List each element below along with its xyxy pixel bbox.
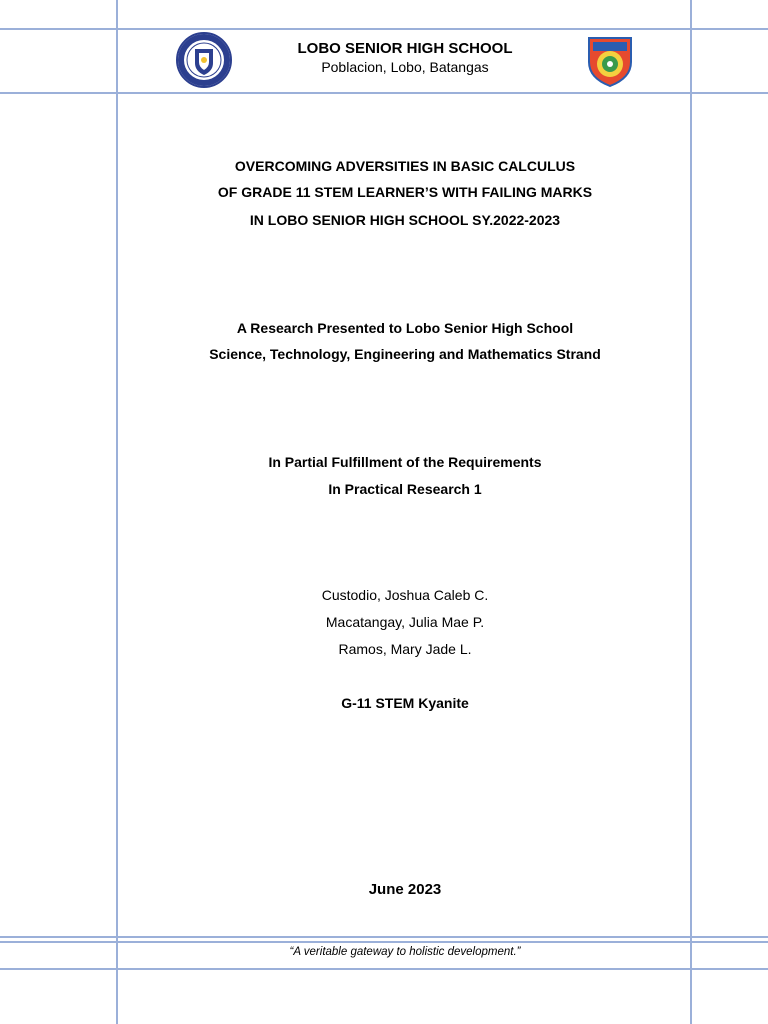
fulfillment-line-2: In Practical Research 1 — [328, 481, 482, 497]
right-border-line — [690, 0, 692, 1024]
left-border-line — [116, 0, 118, 1024]
school-address: Poblacion, Lobo, Batangas — [321, 59, 489, 75]
author-3: Ramos, Mary Jade L. — [338, 641, 472, 657]
footer-motto: “A veritable gateway to holistic development.” — [289, 946, 521, 958]
title-line-3: IN LOBO SENIOR HIGH SCHOOL SY.2022-2023 — [249, 212, 561, 228]
fulfillment-line-1: In Partial Fulfillment of the Requirements — [268, 454, 542, 470]
author-1: Custodio, Joshua Caleb C. — [321, 587, 489, 603]
school-name: LOBO SENIOR HIGH SCHOOL — [297, 40, 513, 57]
presented-line-2: Science, Technology, Engineering and Mathematics Strand — [209, 346, 601, 362]
title-line-1: OVERCOMING ADVERSITIES IN BASIC CALCULUS — [234, 158, 576, 174]
section-name: G-11 STEM Kyanite — [341, 695, 469, 711]
author-2: Macatangay, Julia Mae P. — [325, 614, 485, 630]
title-line-2: OF GRADE 11 STEM LEARNER’S WITH FAILING MARKS — [217, 184, 593, 200]
presented-line-1: A Research Presented to Lobo Senior High School — [236, 320, 574, 336]
date: June 2023 — [368, 881, 442, 898]
